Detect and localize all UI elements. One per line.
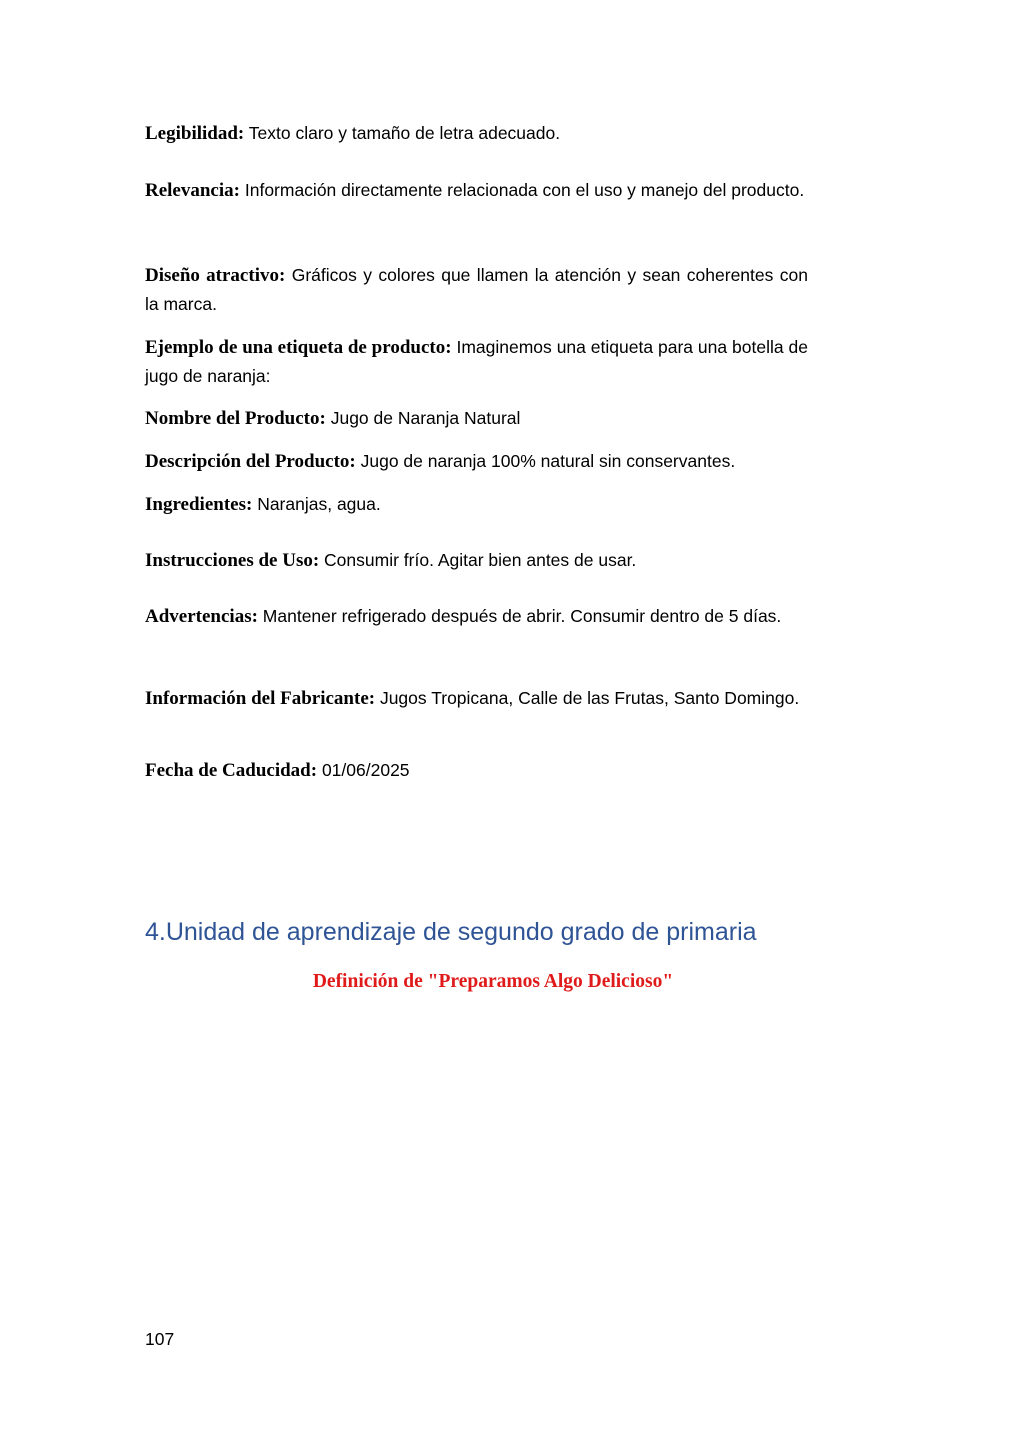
paragraph-relevancia: [145, 176, 808, 205]
paragraph-descripcion-producto: [145, 447, 808, 476]
paragraph-text: Consumir frío. Agitar bien antes de usar.: [324, 550, 637, 570]
paragraph-text: Jugo de Naranja Natural: [330, 408, 521, 428]
page-number: 107: [145, 1329, 175, 1349]
paragraph-text: Naranjas, agua.: [257, 494, 381, 514]
paragraph-label: Legibilidad:: [145, 123, 245, 144]
paragraph-label: Relevancia:: [145, 180, 240, 201]
paragraph-text: 01/06/2025: [321, 760, 410, 780]
section-subheading: Definición de "Preparamos Algo Delicioso": [312, 971, 674, 992]
paragraph-label: Descripción del Producto:: [145, 451, 356, 472]
paragraph-label: Ejemplo de una etiqueta de producto:: [145, 337, 452, 358]
paragraph-ejemplo-etiqueta: [145, 333, 808, 390]
paragraph-diseno-atractivo: [145, 261, 808, 318]
paragraph-legibilidad: [145, 119, 808, 148]
paragraph-text: Jugo de naranja 100% natural sin conservantes.: [360, 451, 736, 471]
paragraph-text: Texto claro y tamaño de letra adecuado.: [248, 123, 561, 143]
paragraph-label: Ingredientes:: [145, 494, 253, 515]
paragraph-text: Información directamente relacionada con el uso y manejo del producto.: [244, 180, 805, 200]
paragraph-text: Mantener refrigerado después de abrir. Consumir dentro de 5 días.: [262, 606, 782, 626]
paragraph-instrucciones-uso: [145, 546, 808, 575]
paragraph-label: Nombre del Producto:: [145, 408, 326, 429]
paragraph-fecha-caducidad: [145, 756, 808, 785]
paragraph-label: Información del Fabricante:: [145, 688, 376, 709]
paragraph-text: Gráficos y colores que llamen la atención y sean coherentes con la marca.: [145, 265, 808, 314]
paragraph-label: Fecha de Caducidad:: [145, 760, 318, 781]
paragraph-text: Jugos Tropicana, Calle de las Frutas, Santo Domingo.: [379, 688, 800, 708]
paragraph-advertencias: [145, 602, 808, 631]
paragraph-informacion-fabricante: [145, 684, 808, 713]
paragraph-label: Diseño atractivo:: [145, 265, 286, 286]
section-heading: 4.Unidad de aprendizaje de segundo grado de primaria: [145, 918, 757, 946]
paragraph-ingredientes: [145, 490, 808, 519]
paragraph-text: Imaginemos una etiqueta para una botella de jugo de naranja:: [145, 337, 808, 386]
paragraph-label: Instrucciones de Uso:: [145, 550, 320, 571]
paragraph-nombre-producto: [145, 404, 808, 433]
paragraph-label: Advertencias:: [145, 606, 258, 627]
